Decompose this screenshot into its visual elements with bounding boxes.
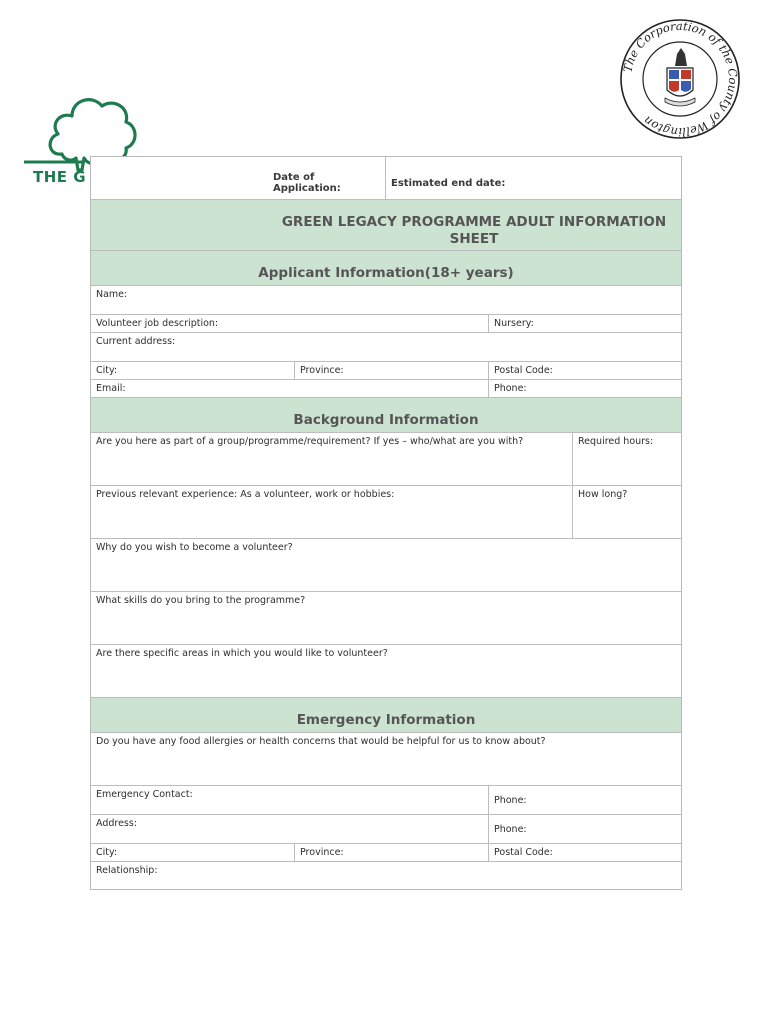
job-description-field[interactable]	[91, 315, 488, 332]
emergency-phone-label: Phone:	[494, 795, 527, 806]
city-row	[91, 361, 681, 379]
phone-label: Phone:	[494, 383, 527, 394]
skills-question: What skills do you bring to the programme?	[96, 595, 306, 606]
emergency-city-label: City:	[96, 847, 118, 858]
province-label: Province:	[300, 365, 344, 376]
job-description-label: Volunteer job description:	[96, 318, 219, 329]
experience-question: Previous relevant experience: As a volunteer, work or hobbies:	[96, 489, 395, 500]
emergency-address-label: Address:	[96, 818, 138, 829]
group-question: Are you here as part of a group/programme/requirement? If yes – who/what are you with?	[96, 436, 524, 447]
application-date-field[interactable]	[268, 157, 385, 199]
name-field[interactable]	[91, 286, 681, 314]
current-address-label: Current address:	[96, 336, 176, 347]
areas-question: Are there specific areas in which you would like to volunteer?	[96, 648, 388, 659]
job-row	[91, 314, 681, 332]
province-field[interactable]	[294, 362, 488, 379]
applicant-heading-row	[91, 250, 681, 285]
emergency-address-phone-label: Phone:	[494, 824, 527, 835]
allergies-question: Do you have any food allergies or health concerns that would be helpful for us to know about?	[96, 736, 546, 747]
relationship-label: Relationship:	[96, 865, 158, 876]
required-hours-label: Required hours:	[578, 436, 654, 447]
emergency-heading: Emergency Information	[91, 698, 681, 732]
relationship-row	[91, 861, 681, 889]
emergency-city-row	[91, 843, 681, 861]
emergency-province-field[interactable]	[294, 844, 488, 861]
county-seal	[619, 18, 741, 140]
svg-text:The Corporation of the County: The Corporation of the County of Wellington	[620, 18, 741, 140]
applicant-heading: Applicant Information(18+ years)	[91, 251, 681, 285]
postal-code-field[interactable]	[488, 362, 681, 379]
city-field[interactable]	[91, 362, 294, 379]
areas-field[interactable]	[91, 645, 681, 697]
emergency-heading-row	[91, 697, 681, 732]
end-date-field[interactable]	[385, 157, 681, 199]
experience-row	[91, 485, 681, 538]
emergency-contact-field[interactable]	[91, 786, 488, 814]
phone-field[interactable]	[488, 380, 681, 397]
nursery-field[interactable]	[488, 315, 681, 332]
header-row	[91, 157, 681, 199]
email-row	[91, 379, 681, 397]
current-address-field[interactable]	[91, 333, 681, 361]
address-row	[91, 332, 681, 361]
emergency-city-field[interactable]	[91, 844, 294, 861]
emergency-postal-field[interactable]	[488, 844, 681, 861]
background-heading: Background Information	[91, 398, 681, 432]
email-field[interactable]	[91, 380, 488, 397]
name-label: Name:	[96, 289, 128, 300]
allergies-row	[91, 732, 681, 785]
allergies-field[interactable]	[91, 733, 681, 785]
postal-code-label: Postal Code:	[494, 365, 553, 376]
seal-lettering	[619, 18, 741, 140]
emergency-address-phone-field[interactable]	[488, 815, 681, 843]
skills-field[interactable]	[91, 592, 681, 644]
how-long-label: How long?	[578, 489, 628, 500]
skills-row	[91, 591, 681, 644]
emergency-phone-field[interactable]	[488, 786, 681, 814]
required-hours-field[interactable]	[572, 433, 681, 485]
city-label: City:	[96, 365, 118, 376]
group-row	[91, 432, 681, 485]
emergency-province-label: Province:	[300, 847, 344, 858]
areas-row	[91, 644, 681, 697]
header-spacer	[91, 157, 268, 199]
emergency-postal-label: Postal Code:	[494, 847, 553, 858]
group-field[interactable]	[91, 433, 572, 485]
emergency-contact-label: Emergency Contact:	[96, 789, 193, 800]
application-date-label: Date of Application:	[273, 172, 341, 194]
relationship-field[interactable]	[91, 862, 681, 889]
emergency-address-field[interactable]	[91, 815, 488, 843]
how-long-field[interactable]	[572, 486, 681, 538]
title-row	[91, 199, 681, 250]
end-date-label: Estimated end date:	[391, 178, 506, 189]
page-title: GREEN LEGACY PROGRAMME ADULT INFORMATION SHEET	[91, 200, 681, 250]
emergency-address-row	[91, 814, 681, 843]
background-heading-row	[91, 397, 681, 432]
logo-text: THE G	[33, 168, 87, 186]
why-row	[91, 538, 681, 591]
why-field[interactable]	[91, 539, 681, 591]
experience-field[interactable]	[91, 486, 572, 538]
name-row	[91, 285, 681, 314]
email-label: Email:	[96, 383, 126, 394]
emergency-contact-row	[91, 785, 681, 814]
why-question: Why do you wish to become a volunteer?	[96, 542, 293, 553]
nursery-label: Nursery:	[494, 318, 534, 329]
volunteer-form	[90, 156, 682, 890]
